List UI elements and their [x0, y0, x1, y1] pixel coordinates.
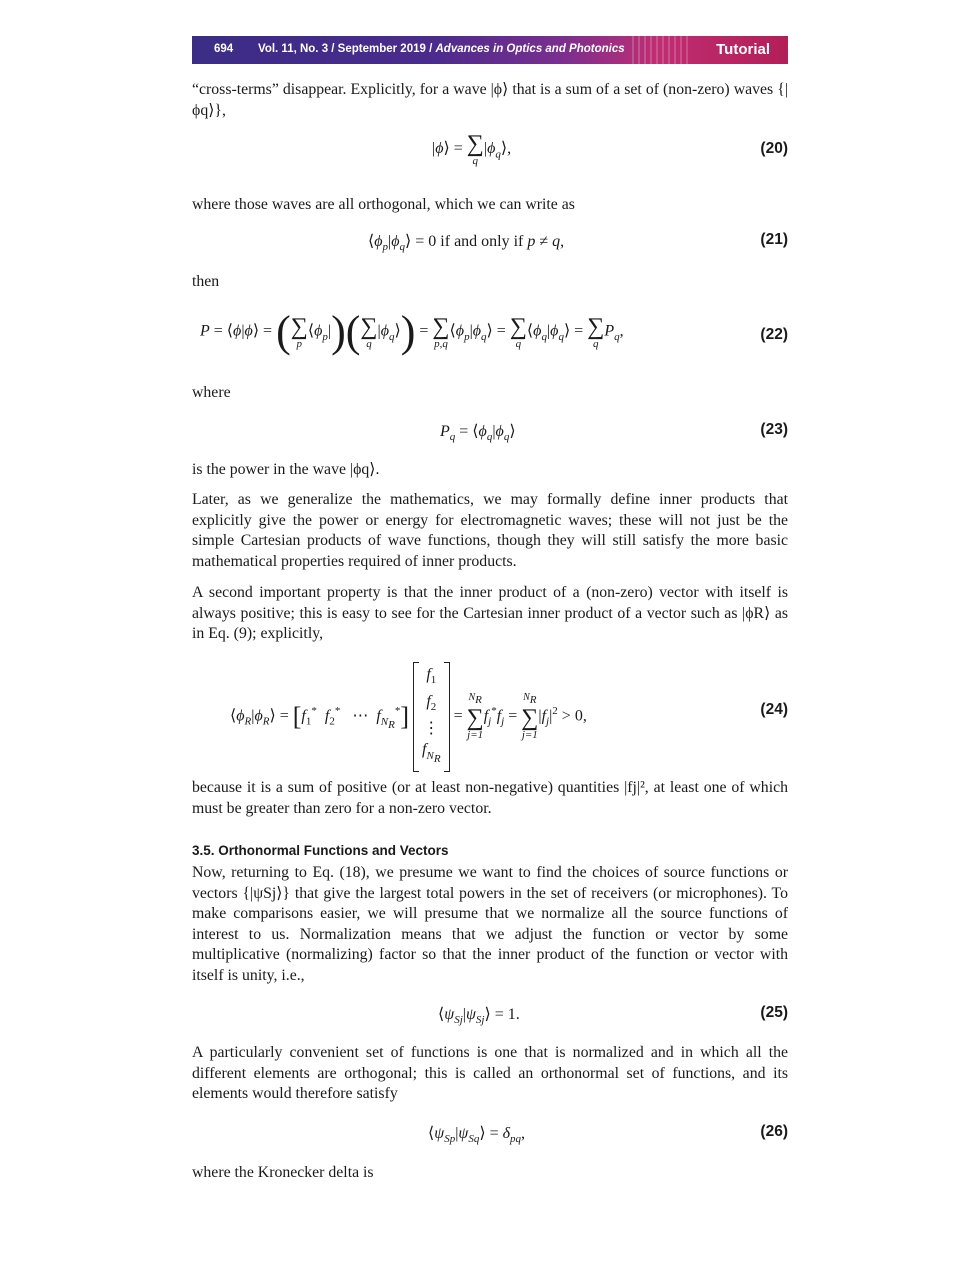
equation-24: $⟨\phi_R|\phi_R⟩ = [f_1^*$ $f_2^*$ ⋯ $f_{N_R}^*$] $f_1$ $f_2$ ⋮ $f_{N_R}$ = $N_R$ ∑ j=1 $f_j^*f_j$ = $N_R$ ∑ j=1 $|f_j|^2 > 0$, (24) — [192, 662, 788, 760]
section-heading: 3.5. Orthonormal Functions and Vectors — [192, 843, 449, 858]
paragraph-3: then — [192, 273, 220, 290]
paragraph-6: Later, as we generalize the mathematics, we may formally define inner products that explicitly give the power or energy for electromagnetic waves; these will not just be the simple Cartesian products of wave functions, though they will still satisfy the more basic mathematical properties required of inner products. — [192, 491, 788, 570]
equation-21: $⟨\phi_p|\phi_q⟩ = 0$ if and only if p ≠ q, (21) — [368, 231, 788, 254]
journal-title: Advances in Optics and Photonics — [435, 43, 625, 55]
paragraph-5: is the power in the wave |ϕq⟩. — [192, 461, 380, 478]
paragraph-11: where the Kronecker delta is — [192, 1164, 374, 1181]
equation-22: P = ⟨ϕ|ϕ⟩ = ( ∑ p $⟨\phi_p|$)( ∑ q $|\phi_q⟩$) = ∑ p,q $⟨\phi_p|\phi_q⟩$ = ∑ q $⟨\phi_q|\phi_q⟩$ = ∑ q $P_q$, (22) — [200, 307, 788, 356]
paragraph-2: where those waves are all orthogonal, which we can write as — [192, 196, 575, 213]
paragraph-1: “cross-terms” disappear. Explicitly, for a wave |ϕ⟩ that is a sum of a set of (non-zero) waves {|ϕq⟩}, — [192, 81, 788, 119]
equation-number: (20) — [760, 140, 788, 157]
equation-number: (24) — [760, 701, 788, 718]
equation-number: (23) — [760, 421, 788, 438]
page-number: 694 — [214, 43, 234, 55]
paragraph-4: where — [192, 384, 231, 401]
paragraph-8: because it is a sum of positive (or at least non-negative) quantities |fj|², at least one of which must be greater than zero for a non-zero vector. — [192, 779, 788, 817]
header-decoration — [632, 36, 692, 64]
paragraph-9: Now, returning to Eq. (18), we presume we want to find the choices of source functions or vectors {|ψSj⟩} that give the largest total powers in the set of receivers (or microphones). To make comparisons easier, we will presume that we normalize all the source functions of interest to us. Normalization means that we adjust the function or vector by some multiplicative (normalizing) factor so that the inner product of the function or vector with itself is unity, i.e., — [192, 864, 788, 984]
equation-number: (21) — [760, 231, 788, 248]
equation-23: $P_q$ = $⟨\phi_q|\phi_q⟩$ (23) — [440, 421, 788, 444]
paragraph-7: A second important property is that the inner product of a (non-zero) vector with itself is always positive; this is easy to see for the Cartesian inner product of a vector such as |ϕR⟩ as in Eq. (9); explicitly, — [192, 584, 788, 643]
section-label: Tutorial — [716, 41, 770, 58]
equation-number: (22) — [760, 326, 788, 343]
volume-info: Vol. 11, No. 3 / September 2019 / Advances in Optics and Photonics — [258, 43, 625, 55]
equation-26: $⟨\psi_{Sp}|\psi_{Sq}⟩ = \delta_{pq}$, (26) — [428, 1123, 788, 1146]
journal-header-bar — [192, 36, 788, 64]
paragraph-10: A particularly convenient set of functions is one that is normalized and in which all the different elements are orthogonal; this is called an orthonormal set of functions, and its elements would therefore satisfy — [192, 1044, 788, 1103]
equation-20: |ϕ⟩ = ∑ q $|\phi_q⟩$, (20) — [432, 131, 788, 167]
equation-25: $⟨\psi_{Sj}|\psi_{Sj}⟩ = 1$. (25) — [438, 1004, 788, 1027]
equation-number: (26) — [760, 1123, 788, 1140]
equation-number: (25) — [760, 1004, 788, 1021]
